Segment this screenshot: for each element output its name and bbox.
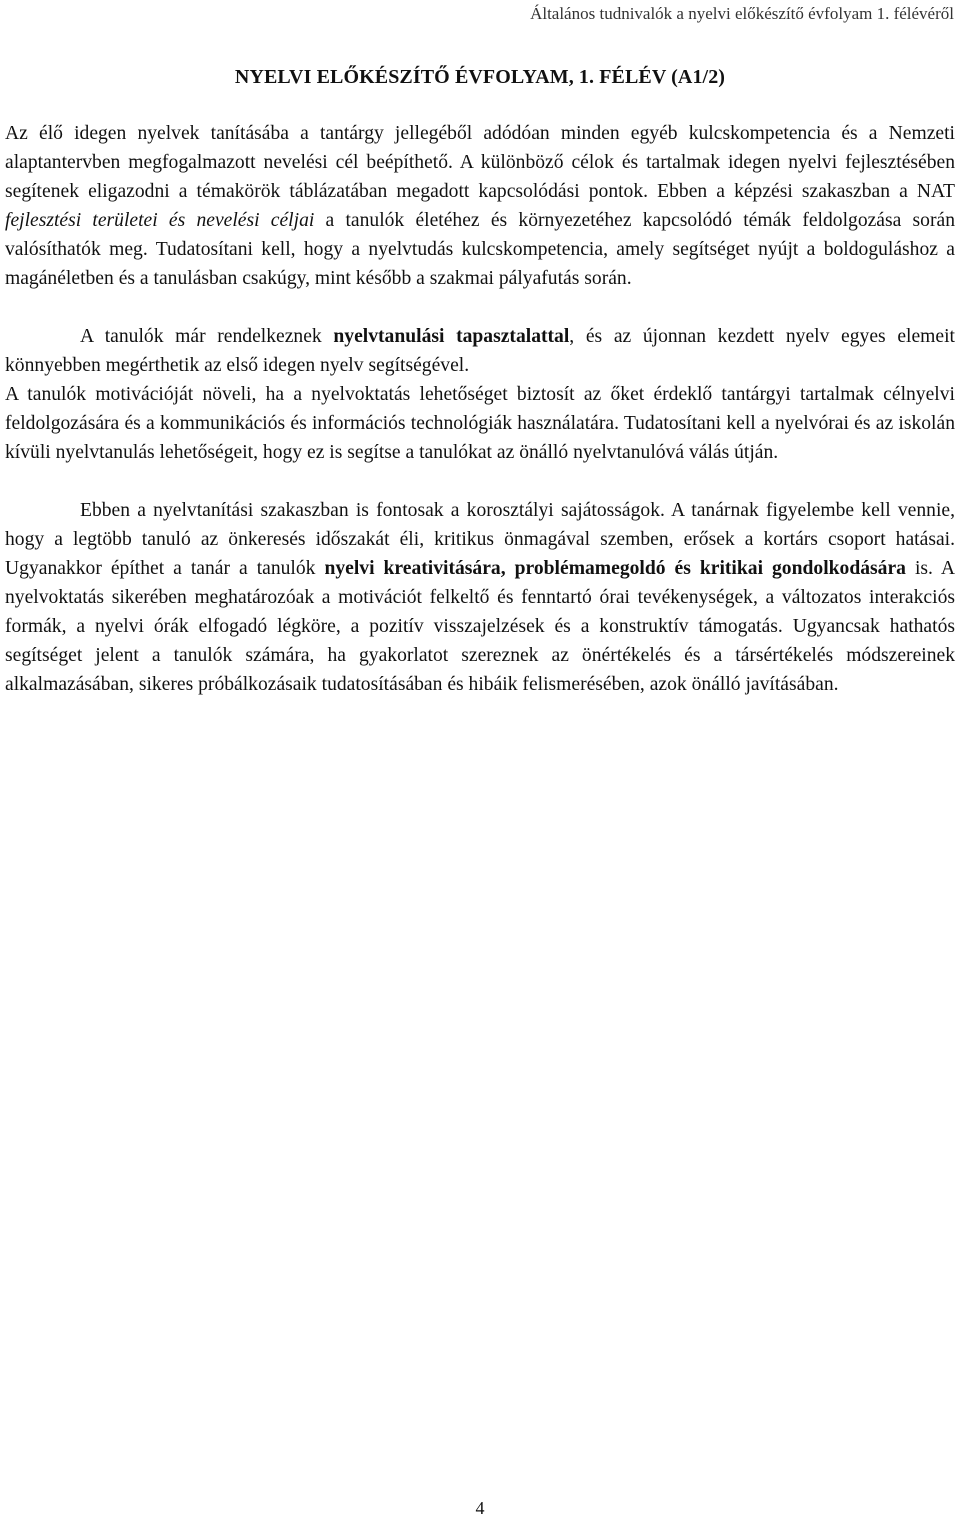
paragraph-experience-text-1: A tanulók már rendelkeznek [80,326,334,347]
paragraph-age-features-bold: nyelvi kreativitására, problémamegoldó és kritikai gondolkodására [324,558,906,579]
paragraph-gap [5,293,955,322]
document-body [5,119,955,699]
paragraph-age-features-text-2: is. A nyelvoktatás sikerében meghatározóak a motivációt felkeltő és fenntartó órai tevékenységek, a változatos interakciós formák, a nyelvi órák elfogadó légköre, a pozitív visszajelzések és a konstruktív támogatás. Ugyancsak hathatós segítséget jelent a tanulók számára, ha gyakorlatot szereznek az önértékelés és a társértékelés módszereinek alkalmazásában, sikeres próbálkozásaik tudatosításában és hibáik felismerésében, azok önálló javításában. [5,558,955,695]
paragraph-gap [5,467,955,496]
paragraph-experience-bold: nyelvtanulási tapasztalattal [333,326,570,347]
paragraph-motivation-text: A tanulók motivációját növeli, ha a nyelvoktatás lehetőséget biztosít az őket érdeklő tantárgyi tartalmak célnyelvi feldolgozására és a kommunikációs és információs technológiák használatára. Tudatosítani kell a nyelvórai és az iskolán kívüli nyelvtanulás lehetőségeit, hogy ez is segítse a tanulókat az önálló nyelvtanulóvá válás útján. [5,384,955,463]
paragraph-motivation [5,380,955,467]
document-title: NYELVI ELŐKÉSZÍTŐ ÉVFOLYAM, 1. FÉLÉV (A1/2) [234,66,726,88]
paragraph-experience [5,322,955,380]
paragraph-intro [5,119,955,293]
page-number: 4 [475,1498,485,1518]
paragraph-age-features-text-1: Ebben a nyelvtanítási szakaszban is fontosak a korosztályi sajátosságok. A tanárnak figyelembe kell vennie, hogy a legtöbb tanuló az önkeresés időszakát éli, kritikus önmagával szemben, erősek a kortárs csoport hatásai. Ugyanakkor építhet a tanár a tanulók [5,500,955,579]
paragraph-intro-italic: fejlesztési területei és nevelési céljai [5,210,315,231]
running-header: Általános tudnivalók a nyelvi előkészítő évfolyam 1. félévéről [530,4,954,23]
paragraph-age-features [5,496,955,699]
paragraph-intro-text-2: a tanulók életéhez és környezetéhez kapcsolódó témák feldolgozása során valósíthatók meg. Tudatosítani kell, hogy a nyelvtudás kulcskompetencia, amely segítséget nyújt a boldoguláshoz a magánéletben és a tanulásban csakúgy, mint később a szakmai pályafutás során. [5,210,955,289]
paragraph-experience-text-2: , és az újonnan kezdett nyelv egyes elemeit könnyebben megérthetik az első idegen nyelv segítségével. [5,326,955,376]
paragraph-intro-text-1: Az élő idegen nyelvek tanításába a tantárgy jellegéből adódóan minden egyéb kulcskompetencia és a Nemzeti alaptantervben megfogalmazott nevelési cél beépíthető. A különböző célok és tartalmak idegen nyelvi fejlesztésében segítenek eligazodni a témakörök táblázatában megadott kapcsolódási pontok. Ebben a képzési szakaszban a NAT [5,123,955,202]
